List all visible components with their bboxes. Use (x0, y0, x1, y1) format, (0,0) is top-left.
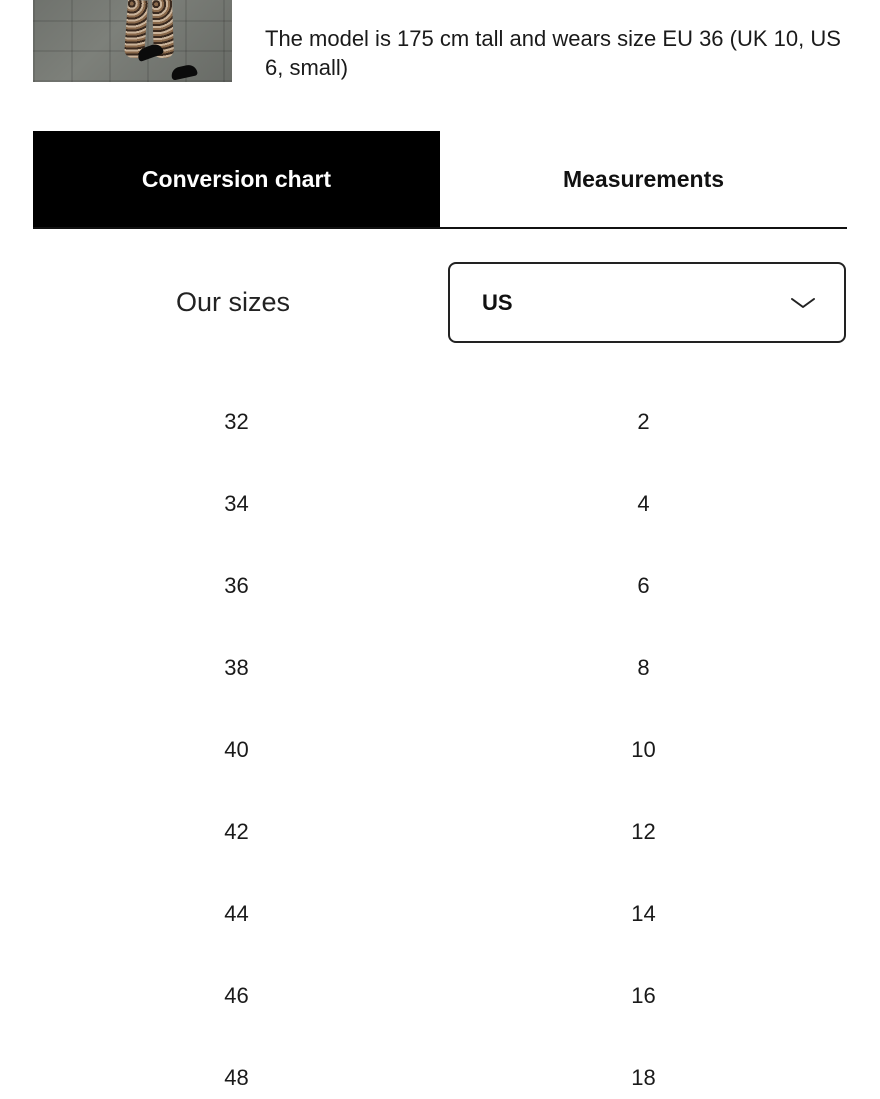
region-size-cell: 6 (637, 573, 650, 598)
table-row (33, 955, 847, 1037)
region-size-cell: 2 (637, 409, 650, 434)
region-size-cell: 4 (637, 491, 650, 516)
region-size-cell: 18 (631, 1065, 656, 1090)
region-size-cell: 10 (631, 737, 656, 762)
table-row (33, 545, 847, 627)
size-conversion-table (33, 381, 847, 1099)
table-row (33, 709, 847, 791)
our-size-cell: 36 (224, 573, 249, 598)
our-size-cell: 38 (224, 655, 249, 680)
region-size-cell: 8 (637, 655, 650, 680)
table-row (33, 873, 847, 955)
our-size-cell: 46 (224, 983, 249, 1008)
our-size-cell: 40 (224, 737, 249, 762)
our-sizes-label: Our sizes (175, 286, 291, 317)
table-row (33, 627, 847, 709)
chevron-down-icon (790, 296, 816, 310)
our-size-cell: 42 (224, 819, 249, 844)
region-size-cell: 12 (631, 819, 656, 844)
model-shoe-right (170, 63, 198, 80)
model-info-text: The model is 175 cm tall and wears size EU 36 (UK 10, US 6, small) (265, 26, 841, 80)
model-photo (33, 0, 232, 82)
our-size-cell: 32 (224, 409, 249, 434)
table-row (33, 1037, 847, 1099)
size-guide-tabs (33, 131, 847, 229)
region-size-cell: 16 (631, 983, 656, 1008)
table-row (33, 381, 847, 463)
tab-measurements[interactable]: Measurements (440, 131, 847, 227)
our-size-cell: 34 (224, 491, 249, 516)
table-row (33, 791, 847, 873)
region-select-value: US (482, 289, 513, 315)
tab-conversion-chart[interactable]: Conversion chart (33, 131, 440, 227)
our-size-cell: 44 (224, 901, 249, 926)
our-size-cell: 48 (224, 1065, 249, 1090)
size-region-select[interactable] (448, 262, 846, 343)
table-row (33, 463, 847, 545)
region-size-cell: 14 (631, 901, 656, 926)
